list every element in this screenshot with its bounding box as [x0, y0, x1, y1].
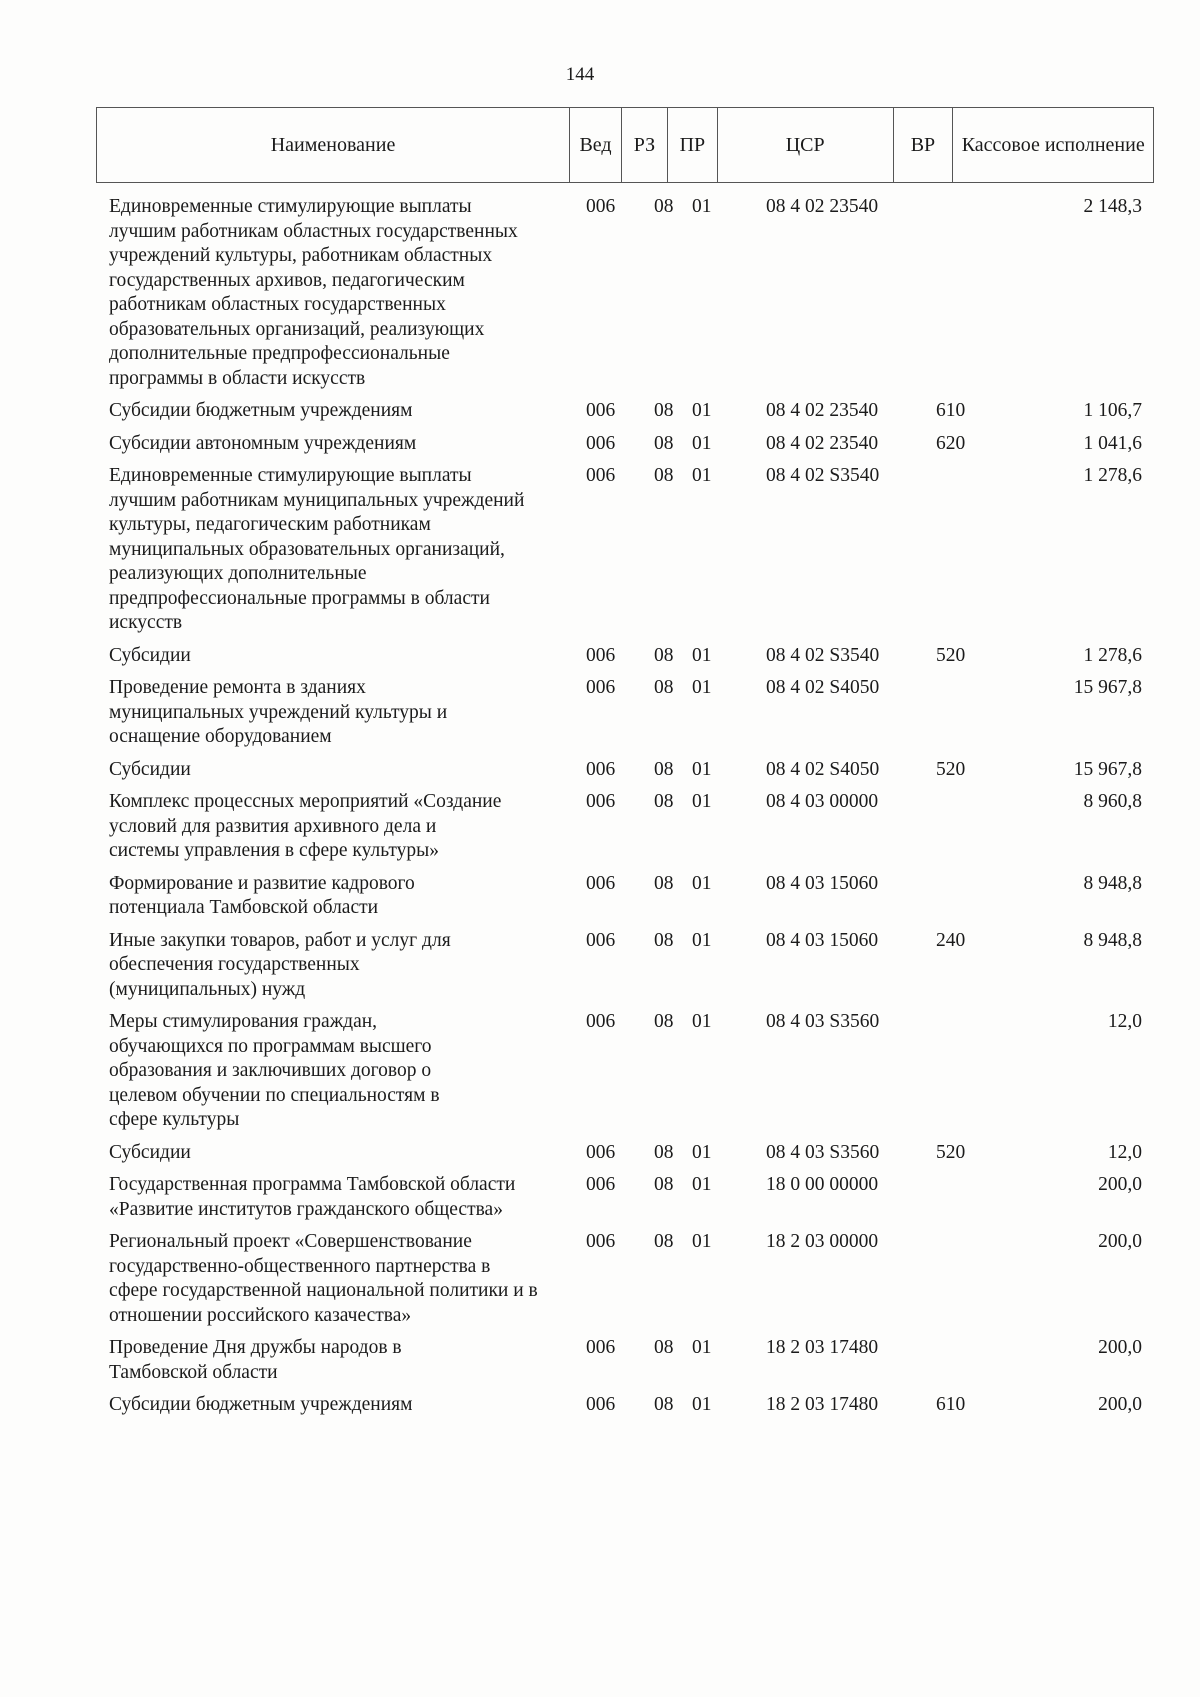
- row-csr: 08 4 02 23540: [766, 400, 879, 421]
- row-pr: 01: [692, 1011, 712, 1032]
- row-ved: 006: [586, 791, 616, 812]
- row-rz: 08: [654, 1231, 674, 1252]
- row-ved: 006: [586, 644, 616, 666]
- row-pr: 01: [692, 465, 712, 486]
- table-row: [0, 432, 1200, 465]
- row-sum: 15 967,8: [1073, 758, 1142, 780]
- row-vr: 620: [936, 432, 966, 454]
- row-pr: 01: [692, 791, 712, 812]
- row-sum: 200,0: [1098, 1394, 1142, 1415]
- row-ved: 006: [586, 758, 616, 780]
- row-vr: 520: [936, 644, 966, 666]
- row-rz: 08: [654, 196, 674, 217]
- row-sum: 200,0: [1098, 1337, 1142, 1358]
- row-vr: 610: [936, 1394, 966, 1415]
- row-name: Региональный проект «Совершенствование государственно-общественного партнерства в сфере государственной национальной политики и в отношении российского казачества»: [109, 1231, 538, 1326]
- row-csr: 08 4 03 00000: [766, 791, 879, 812]
- header-csr: ЦСР: [718, 108, 894, 182]
- row-csr: 08 4 03 15060: [766, 929, 879, 951]
- table-row: [0, 1141, 1200, 1174]
- header-ved: Вед: [570, 108, 622, 182]
- row-ved: 006: [586, 929, 616, 951]
- row-pr: 01: [692, 400, 712, 421]
- header-name: Наименование: [97, 108, 570, 182]
- header-kassovoe-ispolnenie: Кассовое исполнение: [961, 134, 1145, 156]
- row-pr: 01: [692, 1174, 712, 1195]
- row-sum: 1 278,6: [1083, 644, 1142, 666]
- row-csr: 08 4 02 S4050: [766, 677, 880, 698]
- row-ved: 006: [586, 1394, 616, 1415]
- row-pr: 01: [692, 644, 712, 666]
- row-rz: 08: [654, 872, 674, 894]
- row-csr: 18 0 00 00000: [766, 1174, 879, 1195]
- row-vr: 610: [936, 400, 966, 421]
- row-sum: 12,0: [1107, 1141, 1142, 1163]
- row-name: Субсидии бюджетным учреждениям: [109, 1394, 413, 1415]
- row-sum: 8 960,8: [1083, 791, 1142, 812]
- row-name: Единовременные стимулирующие выплаты лучшим работникам муниципальных учреждений культуры, педагогическим работникам муниципальных образовательных организаций, реализующих дополнительные предпрофессиональные программы в области искусств: [109, 465, 525, 633]
- row-vr: 520: [936, 758, 966, 780]
- row-ved: 006: [586, 432, 616, 454]
- row-pr: 01: [692, 196, 712, 217]
- table-row: [0, 644, 1200, 677]
- row-csr: 08 4 02 23540: [766, 196, 879, 217]
- row-ved: 006: [586, 1231, 616, 1252]
- row-csr: 08 4 02 S3540: [766, 465, 880, 486]
- row-name: Субсидии: [109, 644, 191, 666]
- row-name: Субсидии: [109, 1141, 191, 1163]
- row-pr: 01: [692, 432, 712, 454]
- table-row: [0, 1010, 1200, 1141]
- row-csr: 18 2 03 00000: [766, 1231, 879, 1252]
- row-name: Проведение ремонта в зданиях муниципальных учреждений культуры и оснащение оборудованием: [109, 677, 448, 747]
- page-number: 144: [565, 64, 595, 85]
- row-pr: 01: [692, 758, 712, 780]
- row-name: Формирование и развитие кадрового потенциала Тамбовской области: [109, 872, 415, 918]
- table-row: [0, 195, 1200, 399]
- row-rz: 08: [654, 1011, 674, 1032]
- row-rz: 08: [654, 432, 674, 454]
- row-rz: 08: [654, 1394, 674, 1415]
- row-ved: 006: [586, 1011, 616, 1032]
- row-vr: 520: [936, 1141, 966, 1163]
- row-rz: 08: [654, 1141, 674, 1163]
- row-ved: 006: [586, 1174, 616, 1195]
- row-csr: 08 4 03 S3560: [766, 1011, 880, 1032]
- row-pr: 01: [692, 929, 712, 951]
- row-sum: 12,0: [1107, 1011, 1142, 1032]
- row-ved: 006: [586, 400, 616, 421]
- row-rz: 08: [654, 644, 674, 666]
- row-rz: 08: [654, 758, 674, 780]
- row-csr: 08 4 02 23540: [766, 432, 879, 454]
- row-pr: 01: [692, 1337, 712, 1358]
- row-csr: 08 4 03 S3560: [766, 1141, 880, 1163]
- row-csr: 18 2 03 17480: [766, 1394, 879, 1415]
- table-header: [96, 107, 1154, 183]
- row-sum: 1 041,6: [1083, 432, 1142, 454]
- row-ved: 006: [586, 677, 616, 698]
- row-sum: 1 106,7: [1083, 400, 1142, 421]
- table-row: [0, 1173, 1200, 1230]
- row-name: Государственная программа Тамбовской области «Развитие институтов гражданского общества»: [109, 1174, 516, 1220]
- table-row: [0, 1393, 1200, 1426]
- table-row: [0, 758, 1200, 791]
- row-sum: 2 148,3: [1083, 196, 1142, 217]
- table-row: [0, 929, 1200, 1011]
- header-pr: ПР: [668, 108, 718, 182]
- table-row: [0, 790, 1200, 872]
- table-row: [0, 399, 1200, 432]
- row-rz: 08: [654, 791, 674, 812]
- row-name: Субсидии бюджетным учреждениям: [109, 400, 413, 421]
- row-name: Иные закупки товаров, работ и услуг для обеспечения государственных (муниципальных) нужд: [109, 929, 451, 1000]
- row-ved: 006: [586, 465, 616, 486]
- row-rz: 08: [654, 677, 674, 698]
- table-row: [0, 1230, 1200, 1336]
- row-pr: 01: [692, 1231, 712, 1252]
- row-rz: 08: [654, 465, 674, 486]
- row-csr: 08 4 02 S3540: [766, 644, 880, 666]
- row-ved: 006: [586, 1337, 616, 1358]
- table-row: [0, 464, 1200, 644]
- table-row: [0, 872, 1200, 929]
- row-name: Комплекс процессных мероприятий «Создание условий для развития архивного дела и системы управления в сфере культуры»: [109, 791, 502, 861]
- row-csr: 08 4 03 15060: [766, 872, 879, 894]
- row-rz: 08: [654, 400, 674, 421]
- row-name: Проведение Дня дружбы народов в Тамбовской области: [109, 1337, 402, 1383]
- table-row: [0, 1336, 1200, 1393]
- row-name: Меры стимулирования граждан, обучающихся по программам высшего образования и заключивших договор о целевом обучении по специальностям в сфере культуры: [109, 1011, 440, 1130]
- row-sum: 200,0: [1098, 1231, 1142, 1252]
- table-body: [0, 195, 1200, 1426]
- row-csr: 08 4 02 S4050: [766, 758, 880, 780]
- row-pr: 01: [692, 1394, 712, 1415]
- row-pr: 01: [692, 1141, 712, 1163]
- row-vr: 240: [936, 929, 966, 951]
- row-pr: 01: [692, 872, 712, 894]
- row-name: Субсидии: [109, 758, 191, 780]
- header-rz: РЗ: [622, 108, 668, 182]
- row-sum: 1 278,6: [1083, 465, 1142, 486]
- row-rz: 08: [654, 1174, 674, 1195]
- row-ved: 006: [586, 1141, 616, 1163]
- row-sum: 8 948,8: [1083, 929, 1142, 951]
- row-rz: 08: [654, 929, 674, 951]
- row-name: Субсидии автономным учреждениям: [109, 432, 417, 454]
- row-pr: 01: [692, 677, 712, 698]
- row-sum: 15 967,8: [1073, 677, 1142, 698]
- row-sum: 8 948,8: [1083, 872, 1142, 894]
- row-name: Единовременные стимулирующие выплаты лучшим работникам областных государственных учреждений культуры, работникам областных государственных архивов, педагогическим работникам областных государственных образовательных организаций, реализующих дополнительные предпрофессиональные программы в области искусств: [109, 196, 518, 389]
- table-row: [0, 676, 1200, 758]
- row-ved: 006: [586, 872, 616, 894]
- row-csr: 18 2 03 17480: [766, 1337, 879, 1358]
- row-rz: 08: [654, 1337, 674, 1358]
- header-vr: ВР: [894, 108, 954, 182]
- row-sum: 200,0: [1098, 1174, 1142, 1195]
- row-ved: 006: [586, 196, 616, 217]
